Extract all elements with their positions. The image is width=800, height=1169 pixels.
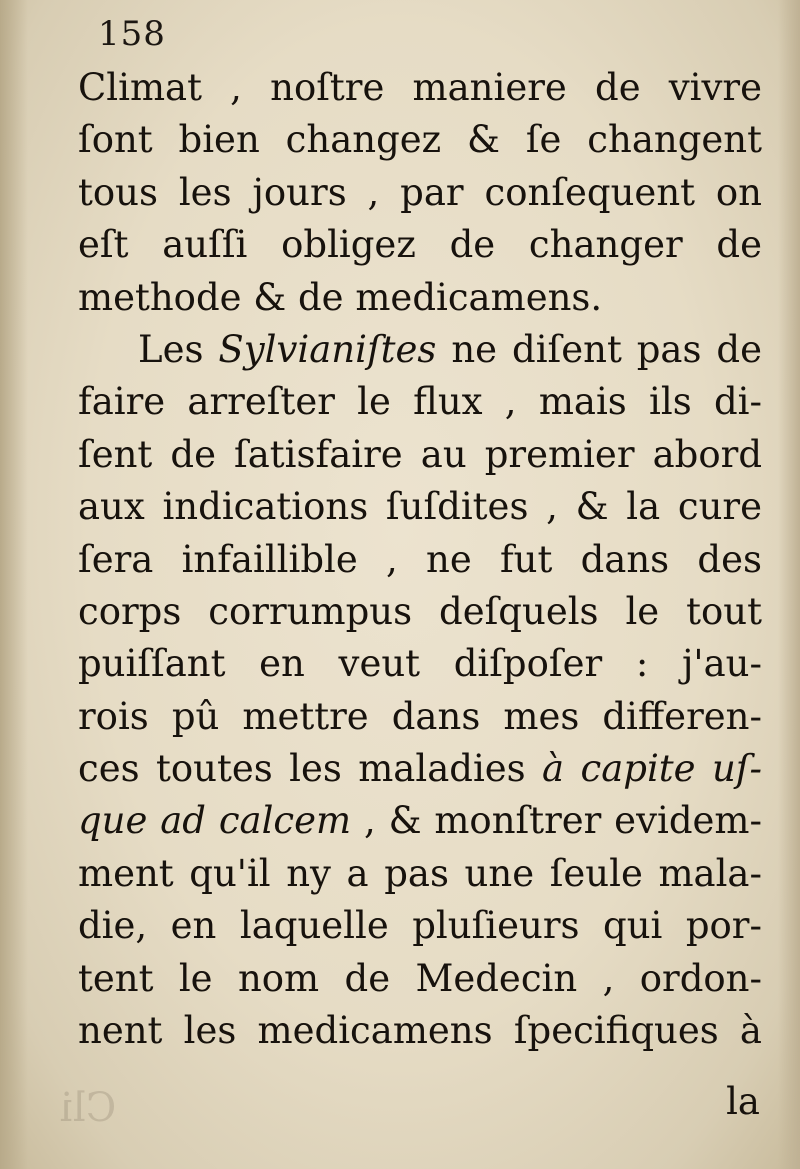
text-line <box>78 848 762 900</box>
text-segment: ſont bien changez & ſe changent <box>78 118 762 162</box>
text-line <box>78 219 762 271</box>
text-line <box>78 62 762 114</box>
text-line <box>78 1005 762 1057</box>
text-segment: ſera infaillible , ne fut dans des <box>78 537 762 581</box>
text-segment: ment qu'il ny a pas une ſeule mala- <box>78 851 762 895</box>
text-segment: Climat , noſtre maniere de vivre <box>78 66 762 109</box>
italic-text: Sylvianiſtes <box>218 327 437 371</box>
text-line <box>78 324 762 376</box>
text-segment: , & monſtrer evidem- <box>351 799 762 843</box>
text-segment: tous les jours , par conſequent on <box>78 170 762 214</box>
text-line <box>78 534 762 586</box>
text-segment: die, en laquelle pluſieurs qui por- <box>78 904 762 948</box>
text-segment: ces toutes les maladies <box>78 747 543 791</box>
text-segment: corps corrumpus deſquels le tout <box>78 589 762 633</box>
text-line <box>78 586 762 638</box>
text-line <box>78 953 762 1005</box>
text-segment: ne diſent pas de <box>436 327 762 371</box>
text-segment: puiſſant en veut diſpoſer : j'au- <box>78 642 762 686</box>
text-line <box>78 638 762 690</box>
text-segment: rois pû mettre dans mes differen- <box>78 694 762 738</box>
text-line <box>78 900 762 952</box>
catchword: la <box>726 1080 760 1123</box>
text-segment: eſt auſſi obligez de changer de <box>78 223 762 267</box>
page-number: 158 <box>98 14 166 54</box>
text-line <box>78 743 762 795</box>
body-text <box>78 62 762 1057</box>
text-line <box>78 429 762 481</box>
text-line <box>78 691 762 743</box>
text-line <box>78 481 762 533</box>
italic-text: que ad calcem <box>78 799 352 843</box>
text-line <box>78 114 762 166</box>
text-line <box>78 376 762 428</box>
text-line <box>78 795 762 847</box>
text-segment: tent le nom de Medecin , ordon- <box>78 956 762 1000</box>
text-segment: nent les medicamens ſpecifiques à <box>78 1009 762 1053</box>
text-segment: Les <box>138 327 219 371</box>
text-segment: methode & de medicamens. <box>78 275 603 319</box>
text-segment: aux indications ſuſdites , & la cure <box>78 485 762 529</box>
italic-text: à capite uſ- <box>542 747 762 791</box>
text-line <box>78 272 762 324</box>
text-segment: ſent de ſatisfaire au premier abord <box>78 432 762 476</box>
bleed-through-text: Cli <box>60 1085 117 1131</box>
text-segment: faire arreſter le flux , mais ils di- <box>78 380 762 424</box>
text-line <box>78 167 762 219</box>
